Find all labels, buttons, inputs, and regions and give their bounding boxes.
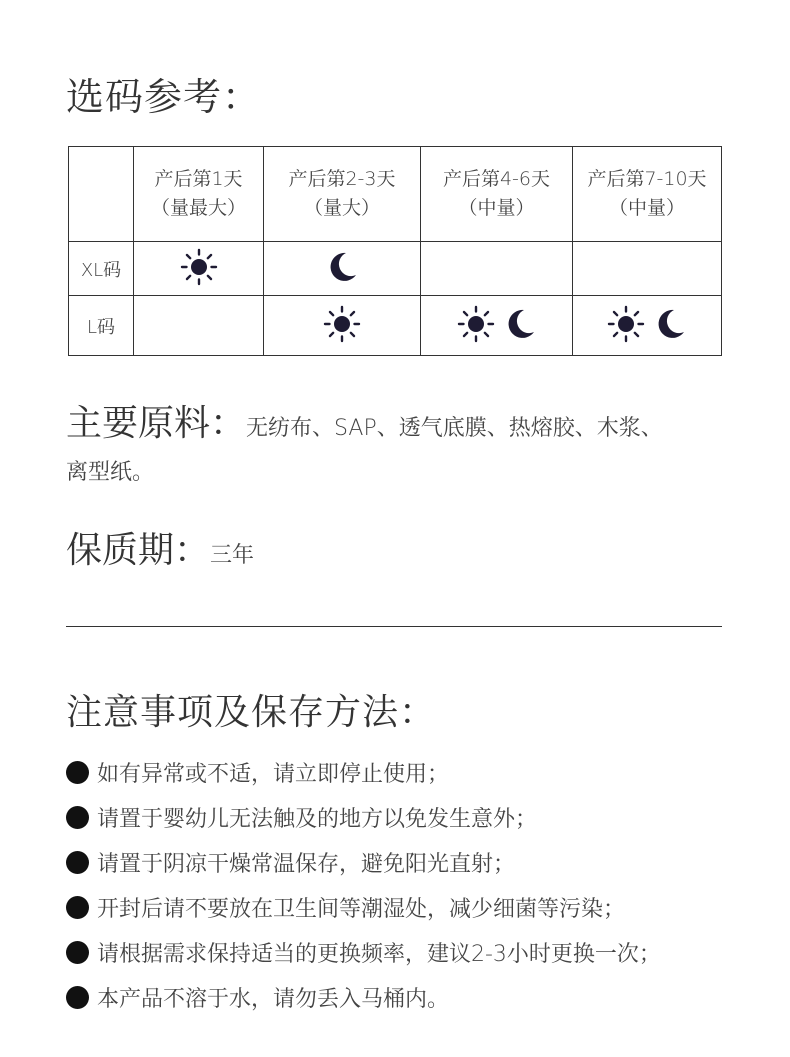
table-header-day-1 <box>134 147 264 242</box>
list-item <box>66 975 766 1020</box>
header-volume-label: （中量） <box>608 197 685 219</box>
sun-icon <box>179 247 219 287</box>
cell-icons <box>456 304 538 344</box>
table-header-day-4-6 <box>421 147 573 242</box>
care-title: 注意事项及保存方法： <box>66 692 437 733</box>
table-cell <box>264 296 421 356</box>
table-header-row <box>69 147 722 242</box>
shelf-life-value: 三年 <box>210 543 255 568</box>
moon-icon <box>324 249 360 285</box>
materials-line-2: 离型纸。 <box>66 460 155 485</box>
sun-icon <box>322 304 362 344</box>
list-item-text: 本产品不溶于水，请勿丢入马桶内。 <box>97 987 450 1012</box>
cell-icons <box>322 304 362 344</box>
care-list <box>66 750 766 1020</box>
header-volume-label: （量最大） <box>150 197 246 219</box>
moon-icon <box>502 306 538 342</box>
materials-line-1: 无纺布、SAP、透气底膜、热熔胶、木浆、 <box>246 416 663 441</box>
row-label-l: L码 <box>69 296 134 356</box>
bullet-icon <box>66 806 89 829</box>
list-item-text: 如有异常或不适，请立即停止使用； <box>97 762 450 787</box>
size-table <box>68 146 722 356</box>
table-cell <box>134 242 264 296</box>
table-cell <box>421 296 573 356</box>
table-cell <box>264 242 421 296</box>
moon-icon <box>652 306 688 342</box>
table-header-cell-empty <box>69 147 134 242</box>
bullet-icon <box>66 896 89 919</box>
header-day-label: 产后第2-3天 <box>288 168 396 190</box>
table-row <box>69 296 722 356</box>
size-guide-title: 选码参考： <box>66 75 262 119</box>
cell-icons <box>606 304 688 344</box>
list-item <box>66 750 766 795</box>
list-item <box>66 885 766 930</box>
header-volume-label: （中量） <box>458 197 535 219</box>
list-item <box>66 930 766 975</box>
bullet-icon <box>66 941 89 964</box>
list-item <box>66 840 766 885</box>
bullet-icon <box>66 851 89 874</box>
list-item-text: 请置于阴凉干燥常温保存，避免阳光直射； <box>97 852 516 877</box>
bullet-icon <box>66 986 89 1009</box>
table-cell <box>573 296 722 356</box>
materials-label: 主要原料： <box>66 403 247 444</box>
table-cell <box>421 242 573 296</box>
table-cell <box>573 242 722 296</box>
shelf-life-section <box>66 522 254 573</box>
table-header-day-2-3 <box>264 147 421 242</box>
table-row <box>69 242 722 296</box>
header-day-label: 产后第4-6天 <box>442 168 551 190</box>
header-day-label: 产后第7-10天 <box>587 168 707 190</box>
sun-icon <box>606 304 646 344</box>
header-day-label: 产后第1天 <box>154 168 243 190</box>
list-item-text: 请置于婴幼儿无法触及的地方以免发生意外； <box>97 807 538 832</box>
list-item <box>66 795 766 840</box>
bullet-icon <box>66 761 89 784</box>
table-header-day-7-10 <box>573 147 722 242</box>
cell-icons <box>179 247 219 287</box>
row-label-xl: XL码 <box>69 242 134 296</box>
shelf-life-label: 保质期： <box>66 530 211 571</box>
header-volume-label: （量大） <box>303 197 380 219</box>
table-cell <box>134 296 264 356</box>
materials-section <box>66 402 736 494</box>
sun-icon <box>456 304 496 344</box>
section-divider <box>66 626 722 627</box>
list-item-text: 请根据需求保持适当的更换频率，建议2-3小时更换一次； <box>97 942 661 967</box>
cell-icons <box>324 249 360 285</box>
list-item-text: 开封后请不要放在卫生间等潮湿处，减少细菌等污染； <box>97 897 626 922</box>
